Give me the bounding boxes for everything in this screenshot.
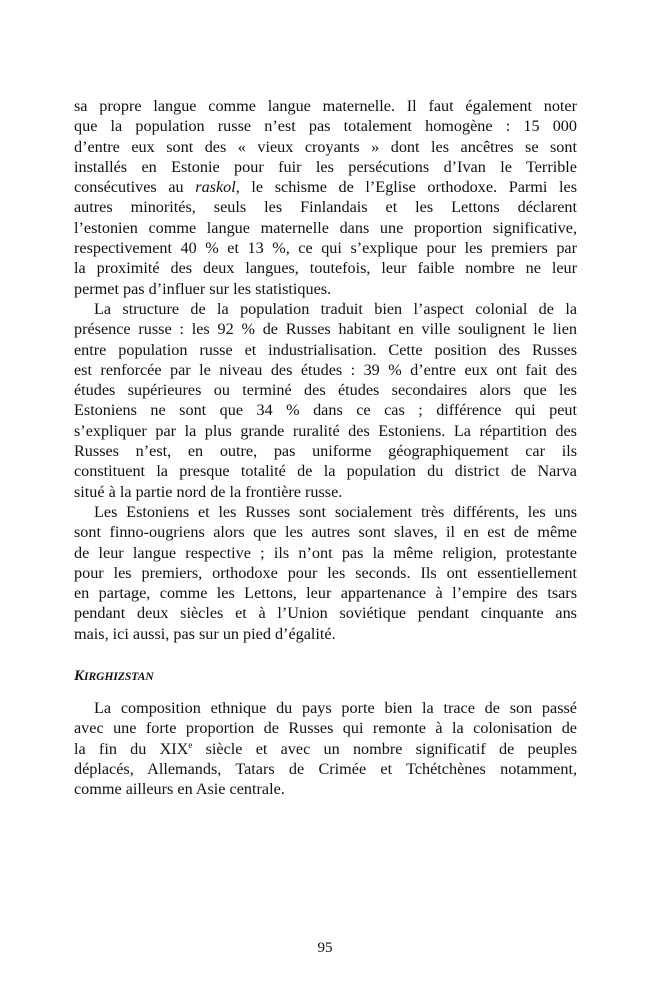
text-line: situé à la partie nord de la frontière russe. xyxy=(74,482,343,501)
heading-initial: K xyxy=(74,668,85,684)
text-segment: la fin du XIX xyxy=(74,739,189,758)
text-line: comme ailleurs en Asie centrale. xyxy=(74,780,285,799)
text-line: que la population russe n’est pas totalement homogène : 15 000 xyxy=(74,117,577,136)
text-line: de leur langue respective ; ils n’ont pas la même religion, protestante xyxy=(74,543,577,562)
text-segment: , le schisme de l’Eglise orthodoxe. Parmi les xyxy=(235,178,577,197)
text-line: présence russe : les 92 % de Russes habitant en ville soulignent le lien xyxy=(74,320,577,339)
section-heading xyxy=(74,668,154,685)
paragraph xyxy=(74,96,577,299)
paragraph xyxy=(74,502,577,644)
text-segment: consécutives au xyxy=(74,178,196,197)
text-line: Russes n’est, en outre, pas uniforme géographiquement car ils xyxy=(74,442,577,461)
text-line: est renforcée par le niveau des études : 39 % d’entre eux ont fait des xyxy=(74,360,577,379)
superscript: e xyxy=(188,739,193,750)
paragraph xyxy=(74,698,577,799)
text-line: d’entre eux sont des « vieux croyants » dont les ancêtres se sont xyxy=(74,137,577,156)
text-line: en partage, comme les Lettons, leur appartenance à l’empire des tsars xyxy=(74,584,577,603)
text-line: l’estonien comme langue maternelle dans une proportion significative, xyxy=(74,218,577,237)
text-line: Les Estoniens et les Russes sont socialement très différents, les uns xyxy=(94,502,577,521)
text-line: pendant deux siècles et à l’Union soviétique pendant cinquante ans xyxy=(74,604,577,623)
text-line xyxy=(74,739,577,759)
body-text xyxy=(74,96,577,644)
text-line: constituent la presque totalité de la population du district de Narva xyxy=(74,462,577,481)
italic-term: raskol xyxy=(195,178,236,197)
text-line: avec une forte proportion de Russes qui remonte à la colonisation de xyxy=(74,719,577,738)
page-number: 95 xyxy=(317,940,333,956)
text-line: La composition ethnique du pays porte bien la trace de son passé xyxy=(94,699,577,717)
heading-rest: IRGHIZSTAN xyxy=(84,671,154,683)
text-line: Estoniens ne sont que 34 % dans ce cas ; différence qui peut xyxy=(74,401,577,420)
text-line: études supérieures ou terminé des études secondaires alors que les xyxy=(74,381,577,400)
text-line: La structure de la population traduit bien l’aspect colonial de la xyxy=(94,299,577,318)
text-line: respectivement 40 % et 13 %, ce qui s’explique pour les premiers par xyxy=(74,239,577,258)
text-line: déplacés, Allemands, Tatars de Crimée et Tchétchènes notamment, xyxy=(74,759,577,778)
text-line: permet pas d’influer sur les statistiques. xyxy=(74,279,332,298)
text-line: pour les premiers, orthodoxe pour les seconds. Ils ont essentiellement xyxy=(74,563,577,582)
text-line xyxy=(74,177,577,197)
paragraph xyxy=(74,299,577,502)
text-line: s’expliquer par la plus grande ruralité des Estoniens. La répartition des xyxy=(74,421,577,440)
text-line: entre population russe et industrialisation. Cette position des Russes xyxy=(74,340,577,359)
section-text xyxy=(74,698,577,799)
text-segment: siècle et avec un nombre significatif de peuples xyxy=(192,739,577,758)
text-line: sa propre langue comme langue maternelle. Il faut également noter xyxy=(74,97,577,115)
text-line: sont finno-ougriens alors que les autres sont slaves, il en est de même xyxy=(74,523,577,542)
text-line: la proximité des deux langues, toutefois, leur faible nombre ne leur xyxy=(74,259,577,278)
text-line: autres minorités, seuls les Finlandais et les Lettons déclarent xyxy=(74,198,577,217)
text-line: mais, ici aussi, pas sur un pied d’égalité. xyxy=(74,624,336,643)
text-line: installés en Estonie pour fuir les persécutions d’Ivan le Terrible xyxy=(74,157,577,176)
